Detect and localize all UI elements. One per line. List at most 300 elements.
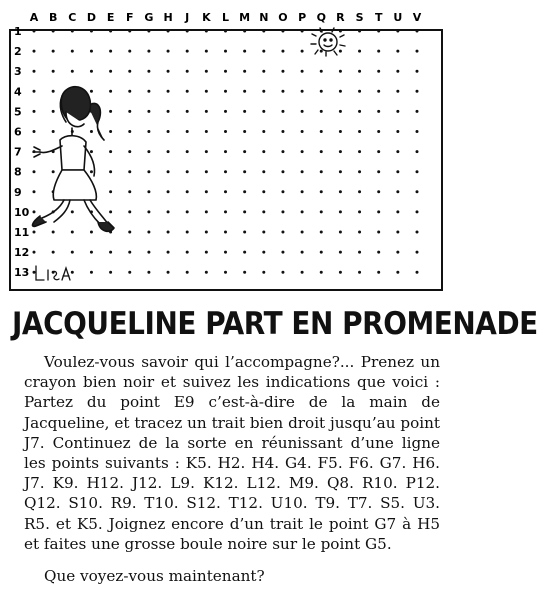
grid-dot bbox=[128, 190, 131, 193]
grid-dot bbox=[396, 210, 399, 213]
grid-dot bbox=[243, 50, 246, 53]
grid-dot bbox=[281, 50, 284, 53]
grid-dot bbox=[320, 50, 323, 53]
grid-dot bbox=[320, 130, 323, 133]
row-label: 8 bbox=[14, 165, 22, 179]
grid-dot bbox=[377, 271, 380, 274]
grid-dot bbox=[90, 170, 93, 173]
grid-dot bbox=[147, 110, 150, 113]
grid-dot bbox=[320, 150, 323, 153]
column-label: J bbox=[185, 11, 190, 24]
grid-dot bbox=[262, 110, 265, 113]
grid-dot bbox=[358, 251, 361, 254]
grid-dot bbox=[147, 90, 150, 93]
grid-dot bbox=[147, 170, 150, 173]
grid-dot bbox=[186, 210, 189, 213]
grid-dot bbox=[320, 110, 323, 113]
grid-dot bbox=[71, 30, 74, 33]
grid-dot bbox=[320, 231, 323, 234]
grid-dot bbox=[262, 190, 265, 193]
grid-dot bbox=[416, 150, 419, 153]
column-label: A bbox=[29, 11, 39, 24]
column-label: B bbox=[48, 11, 58, 24]
grid-dot bbox=[109, 30, 112, 33]
column-label: O bbox=[278, 11, 288, 24]
grid-dot bbox=[243, 190, 246, 193]
column-label: T bbox=[374, 11, 383, 24]
grid-dot bbox=[377, 110, 380, 113]
grid-dot bbox=[33, 210, 36, 213]
grid-dot bbox=[109, 210, 112, 213]
grid-dot bbox=[147, 150, 150, 153]
grid-dot bbox=[33, 50, 36, 53]
row-label: 6 bbox=[14, 125, 22, 139]
grid-dot bbox=[358, 30, 361, 33]
row-label: 3 bbox=[14, 65, 22, 79]
grid-dot bbox=[243, 70, 246, 73]
grid-dot bbox=[358, 150, 361, 153]
grid-dot bbox=[396, 170, 399, 173]
grid-dot bbox=[33, 271, 36, 274]
grid-dot bbox=[320, 90, 323, 93]
grid-dot bbox=[90, 90, 93, 93]
grid-dot bbox=[301, 271, 304, 274]
grid-dot bbox=[224, 190, 227, 193]
grid-dot bbox=[377, 210, 380, 213]
grid-dot bbox=[416, 30, 419, 33]
row-label: 1 bbox=[14, 25, 22, 38]
grid-dot bbox=[205, 150, 208, 153]
grid-dot bbox=[71, 50, 74, 53]
grid-dot bbox=[147, 210, 150, 213]
grid-dot bbox=[71, 271, 74, 274]
grid-dot bbox=[416, 130, 419, 133]
grid-dot bbox=[416, 110, 419, 113]
grid-dot bbox=[90, 251, 93, 254]
grid-dot bbox=[90, 70, 93, 73]
grid-dot bbox=[396, 190, 399, 193]
grid-dot bbox=[301, 170, 304, 173]
grid-dot bbox=[109, 150, 112, 153]
grid-dot bbox=[224, 170, 227, 173]
grid-dot bbox=[377, 150, 380, 153]
grid-dot bbox=[243, 170, 246, 173]
grid-dot bbox=[52, 110, 55, 113]
grid-dot bbox=[52, 90, 55, 93]
grid-dot bbox=[377, 90, 380, 93]
grid-dot bbox=[33, 90, 36, 93]
grid-dot bbox=[281, 210, 284, 213]
grid-dot bbox=[224, 110, 227, 113]
grid-dot bbox=[71, 210, 74, 213]
grid-dot bbox=[109, 190, 112, 193]
grid-dot bbox=[396, 110, 399, 113]
grid-dot bbox=[301, 130, 304, 133]
grid-dot bbox=[147, 251, 150, 254]
grid-dot bbox=[71, 251, 74, 254]
grid-dot bbox=[339, 271, 342, 274]
grid-dot bbox=[281, 110, 284, 113]
grid-dot bbox=[416, 90, 419, 93]
article-title: JACQUELINE PART EN PROMENADE bbox=[12, 306, 538, 342]
grid-dot bbox=[128, 90, 131, 93]
grid-dot bbox=[339, 90, 342, 93]
grid-dot bbox=[186, 231, 189, 234]
column-labels bbox=[30, 11, 422, 24]
grid-dot bbox=[396, 30, 399, 33]
grid-dot bbox=[186, 271, 189, 274]
grid-dot bbox=[128, 210, 131, 213]
grid-dot bbox=[205, 251, 208, 254]
grid-dot bbox=[262, 170, 265, 173]
grid-dot bbox=[301, 90, 304, 93]
grid-dot bbox=[205, 50, 208, 53]
grid-dot bbox=[186, 110, 189, 113]
grid-dot bbox=[377, 130, 380, 133]
grid-dot bbox=[186, 170, 189, 173]
grid-dot bbox=[377, 251, 380, 254]
grid-dot bbox=[339, 50, 342, 53]
grid-dot bbox=[52, 170, 55, 173]
grid-dot bbox=[243, 271, 246, 274]
grid-dot bbox=[377, 170, 380, 173]
grid-dot bbox=[377, 190, 380, 193]
grid-dot bbox=[281, 30, 284, 33]
column-label: K bbox=[202, 11, 211, 24]
grid-dot bbox=[33, 70, 36, 73]
grid-dot bbox=[205, 30, 208, 33]
grid-dot bbox=[358, 130, 361, 133]
grid-dot bbox=[90, 50, 93, 53]
grid-dot bbox=[416, 190, 419, 193]
row-label: 12 bbox=[14, 246, 30, 260]
grid-dot bbox=[416, 271, 419, 274]
grid-dot bbox=[243, 231, 246, 234]
grid-dot bbox=[224, 150, 227, 153]
row-labels bbox=[14, 25, 30, 279]
grid-dot bbox=[224, 50, 227, 53]
grid-dot bbox=[301, 210, 304, 213]
grid-dot bbox=[109, 130, 112, 133]
grid-dot bbox=[339, 251, 342, 254]
grid-dot bbox=[358, 170, 361, 173]
grid-dot bbox=[167, 50, 170, 53]
grid-dot bbox=[71, 231, 74, 234]
grid-dot bbox=[109, 251, 112, 254]
row-label: 2 bbox=[14, 45, 22, 59]
grid-dot bbox=[33, 251, 36, 254]
row-label: 10 bbox=[14, 205, 30, 219]
grid-dot bbox=[243, 150, 246, 153]
column-label: Q bbox=[316, 11, 326, 24]
grid-dot bbox=[224, 70, 227, 73]
grid-dot bbox=[128, 231, 131, 234]
grid-dot bbox=[377, 30, 380, 33]
grid-dot bbox=[205, 70, 208, 73]
grid-dot bbox=[167, 110, 170, 113]
grid-dot bbox=[52, 30, 55, 33]
grid-dot bbox=[396, 231, 399, 234]
grid-dot bbox=[33, 30, 36, 33]
grid-dot bbox=[281, 70, 284, 73]
grid-dot bbox=[396, 130, 399, 133]
grid-dot bbox=[186, 150, 189, 153]
grid-dot bbox=[167, 251, 170, 254]
grid-dot bbox=[301, 251, 304, 254]
grid-dot bbox=[320, 170, 323, 173]
grid-dot bbox=[416, 70, 419, 73]
grid-dot bbox=[358, 231, 361, 234]
grid-dot bbox=[186, 30, 189, 33]
grid-dot bbox=[128, 50, 131, 53]
grid-dot bbox=[320, 70, 323, 73]
grid-dot bbox=[339, 110, 342, 113]
grid-dot bbox=[186, 130, 189, 133]
grid-dot bbox=[147, 50, 150, 53]
grid-dot bbox=[396, 90, 399, 93]
grid-dot bbox=[243, 130, 246, 133]
grid-dot bbox=[262, 50, 265, 53]
grid-dot bbox=[167, 210, 170, 213]
grid-dot bbox=[358, 70, 361, 73]
grid-dot bbox=[416, 170, 419, 173]
grid-dot bbox=[339, 170, 342, 173]
grid-dot bbox=[396, 70, 399, 73]
grid-dot bbox=[339, 70, 342, 73]
grid-dot bbox=[320, 251, 323, 254]
grid-dot bbox=[396, 50, 399, 53]
row-label: 5 bbox=[14, 105, 22, 119]
grid-dot bbox=[205, 271, 208, 274]
grid-dot bbox=[281, 271, 284, 274]
grid-dot bbox=[52, 231, 55, 234]
grid-dot bbox=[301, 231, 304, 234]
grid-dot bbox=[243, 210, 246, 213]
grid-dot bbox=[301, 70, 304, 73]
grid-dot bbox=[339, 231, 342, 234]
grid-dot bbox=[186, 251, 189, 254]
grid-dot bbox=[224, 271, 227, 274]
grid-dot bbox=[243, 110, 246, 113]
grid-dot bbox=[377, 50, 380, 53]
grid-dot bbox=[358, 90, 361, 93]
grid-dot bbox=[128, 110, 131, 113]
grid-dot bbox=[205, 130, 208, 133]
grid-dot bbox=[320, 210, 323, 213]
grid-dot bbox=[224, 130, 227, 133]
column-label: F bbox=[125, 11, 134, 24]
grid-dot bbox=[90, 30, 93, 33]
grid-dot bbox=[358, 50, 361, 53]
grid-dot bbox=[33, 190, 36, 193]
row-label: 9 bbox=[14, 185, 22, 199]
grid-dot bbox=[320, 271, 323, 274]
grid-dot bbox=[281, 170, 284, 173]
grid-dot bbox=[109, 170, 112, 173]
grid-dot bbox=[224, 90, 227, 93]
dot-grid-puzzle bbox=[0, 0, 450, 300]
grid-dot bbox=[147, 231, 150, 234]
column-label: M bbox=[239, 11, 251, 24]
grid-dots bbox=[33, 30, 419, 274]
row-label: 13 bbox=[14, 266, 30, 280]
grid-dot bbox=[301, 30, 304, 33]
grid-dot bbox=[358, 190, 361, 193]
grid-dot bbox=[147, 130, 150, 133]
grid-dot bbox=[301, 190, 304, 193]
grid-dot bbox=[396, 150, 399, 153]
grid-dot bbox=[224, 30, 227, 33]
column-label: G bbox=[144, 11, 154, 24]
grid-dot bbox=[339, 150, 342, 153]
grid-dot bbox=[128, 70, 131, 73]
grid-dot bbox=[339, 130, 342, 133]
grid-dot bbox=[147, 30, 150, 33]
grid-dot bbox=[167, 190, 170, 193]
grid-dot bbox=[416, 210, 419, 213]
grid-dot bbox=[205, 170, 208, 173]
grid-dot bbox=[205, 190, 208, 193]
grid-dot bbox=[377, 231, 380, 234]
grid-dot bbox=[301, 150, 304, 153]
grid-dot bbox=[262, 251, 265, 254]
grid-dot bbox=[339, 190, 342, 193]
column-label: S bbox=[355, 11, 364, 24]
grid-dot bbox=[109, 50, 112, 53]
grid-dot bbox=[243, 251, 246, 254]
grid-dot bbox=[109, 90, 112, 93]
row-label: 4 bbox=[14, 85, 22, 99]
grid-dot bbox=[109, 110, 112, 113]
grid-dot bbox=[186, 50, 189, 53]
grid-dot bbox=[186, 90, 189, 93]
column-label: P bbox=[298, 11, 307, 24]
grid-dot bbox=[205, 231, 208, 234]
grid-dot bbox=[167, 70, 170, 73]
grid-dot bbox=[262, 30, 265, 33]
grid-dot bbox=[262, 231, 265, 234]
grid-dot bbox=[52, 50, 55, 53]
grid-dot bbox=[167, 30, 170, 33]
instructions-paragraph: Voulez-vous savoir qui l’accompagne?... Prenez un crayon bien noir et suivez les indications que voici : Partez du point E9 c’est-à-dire de la main de Jacqueline, et tracez un trait bien droit jusqu’au point J7. Continuez de la sorte en réunissant d’une ligne les points suivants : K5. H2. H4. G4. F5. F6. G7. H6. J7. K9. H12. J12. L9. K12. L12. M9. Q8. R10. P12. Q12. S10. R9. T10. S12. T12. U10. T9. T7. S5. U3. R5. et K5. Joignez encore d’un trait le point G7 à H5 et faites une grosse boule noire sur le point G5. bbox=[24, 353, 440, 553]
column-label: E bbox=[106, 11, 115, 24]
grid-dot bbox=[358, 210, 361, 213]
grid-dot bbox=[167, 170, 170, 173]
grid-dot bbox=[339, 210, 342, 213]
grid-dot bbox=[281, 231, 284, 234]
grid-dot bbox=[128, 130, 131, 133]
grid-dot bbox=[281, 190, 284, 193]
dot-grid bbox=[0, 0, 450, 300]
grid-dot bbox=[416, 50, 419, 53]
grid-dot bbox=[262, 70, 265, 73]
grid-dot bbox=[358, 110, 361, 113]
column-label: V bbox=[412, 11, 422, 24]
grid-dot bbox=[262, 271, 265, 274]
grid-dot bbox=[52, 70, 55, 73]
grid-dot bbox=[147, 70, 150, 73]
grid-dot bbox=[281, 90, 284, 93]
grid-dot bbox=[147, 271, 150, 274]
grid-dot bbox=[243, 90, 246, 93]
grid-dot bbox=[205, 210, 208, 213]
grid-dot bbox=[358, 271, 361, 274]
column-label: N bbox=[259, 11, 269, 24]
grid-dot bbox=[109, 271, 112, 274]
grid-dot bbox=[128, 150, 131, 153]
grid-dot bbox=[167, 271, 170, 274]
grid-dot bbox=[281, 130, 284, 133]
grid-dot bbox=[224, 210, 227, 213]
grid-dot bbox=[52, 251, 55, 254]
grid-dot bbox=[377, 70, 380, 73]
grid-dot bbox=[128, 170, 131, 173]
grid-dot bbox=[416, 231, 419, 234]
grid-dot bbox=[243, 30, 246, 33]
grid-dot bbox=[262, 90, 265, 93]
grid-dot bbox=[416, 251, 419, 254]
grid-dot bbox=[396, 271, 399, 274]
column-label: R bbox=[336, 11, 345, 24]
grid-dot bbox=[186, 70, 189, 73]
grid-dot bbox=[128, 251, 131, 254]
grid-dot bbox=[90, 130, 93, 133]
grid-dot bbox=[33, 170, 36, 173]
column-label: L bbox=[221, 11, 230, 24]
grid-dot bbox=[205, 110, 208, 113]
grid-dot bbox=[90, 150, 93, 153]
grid-dot bbox=[33, 130, 36, 133]
row-label: 11 bbox=[14, 226, 30, 239]
girl-illustration bbox=[33, 87, 114, 232]
grid-dot bbox=[339, 30, 342, 33]
column-label: H bbox=[163, 11, 173, 24]
grid-dot bbox=[301, 50, 304, 53]
grid-dot bbox=[281, 251, 284, 254]
grid-dot bbox=[167, 231, 170, 234]
grid-dot bbox=[205, 90, 208, 93]
grid-dot bbox=[128, 271, 131, 274]
grid-dot bbox=[90, 271, 93, 274]
grid-dot bbox=[320, 190, 323, 193]
grid-dot bbox=[186, 190, 189, 193]
grid-dot bbox=[301, 110, 304, 113]
closing-question: Que voyez-vous maintenant? bbox=[44, 567, 265, 585]
grid-dot bbox=[128, 30, 131, 33]
column-label: U bbox=[393, 11, 403, 24]
article-body bbox=[24, 352, 440, 554]
grid-dot bbox=[224, 251, 227, 254]
grid-dot bbox=[147, 190, 150, 193]
grid-dot bbox=[262, 150, 265, 153]
grid-dot bbox=[167, 150, 170, 153]
grid-dot bbox=[71, 70, 74, 73]
grid-dot bbox=[167, 130, 170, 133]
grid-dot bbox=[33, 231, 36, 234]
column-label: C bbox=[68, 11, 77, 24]
grid-dot bbox=[262, 130, 265, 133]
grid-dot bbox=[90, 231, 93, 234]
grid-dot bbox=[224, 231, 227, 234]
grid-dot bbox=[396, 251, 399, 254]
grid-dot bbox=[109, 70, 112, 73]
grid-dot bbox=[33, 110, 36, 113]
grid-dot bbox=[262, 210, 265, 213]
column-label: D bbox=[86, 11, 97, 24]
grid-dot bbox=[52, 130, 55, 133]
grid-dot bbox=[167, 90, 170, 93]
row-label: 7 bbox=[14, 145, 22, 159]
